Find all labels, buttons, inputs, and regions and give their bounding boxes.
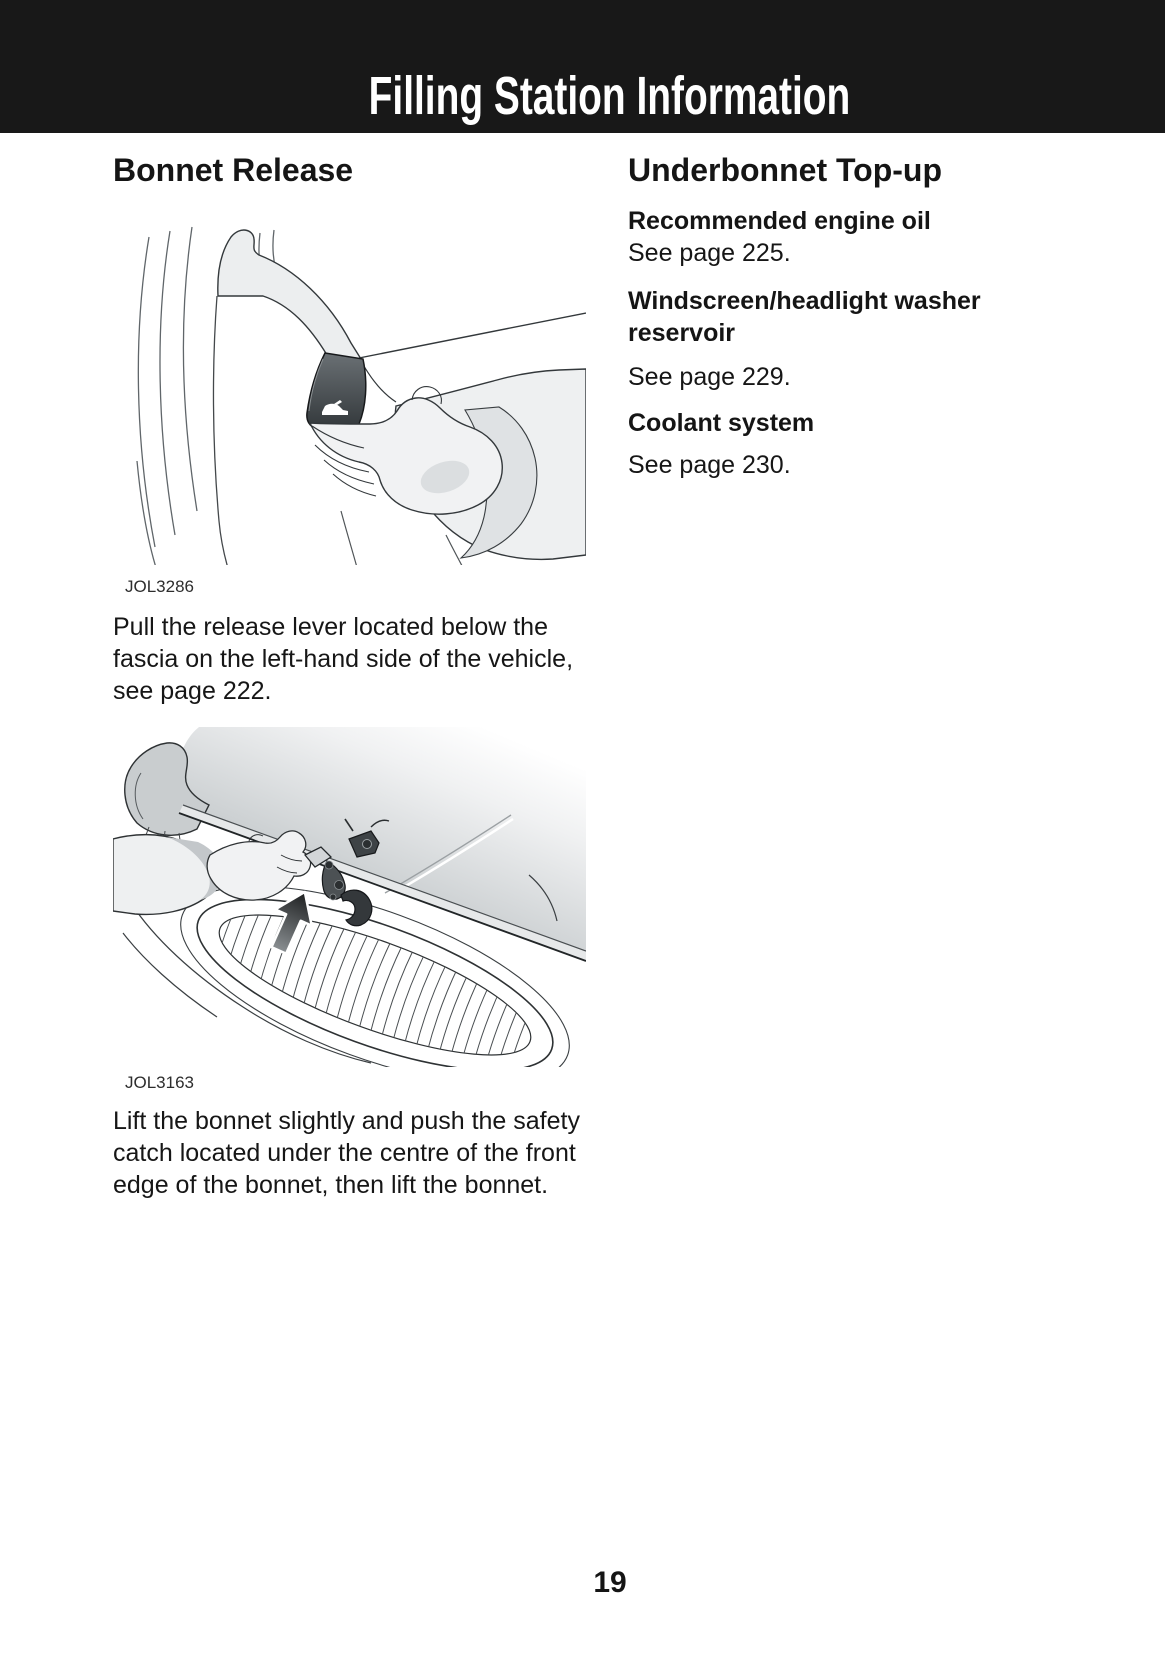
subheading-washer-reservoir: Windscreen/headlight washer reservoir xyxy=(628,287,981,347)
door-edge-line xyxy=(213,296,230,565)
see-page-engine-oil: See page 225. xyxy=(628,239,791,267)
heading-underbonnet-top-up: Underbonnet Top-up xyxy=(628,152,942,188)
figure-bonnet-release-lever xyxy=(113,203,586,597)
page-header xyxy=(0,0,1165,133)
bonnet-release-lever xyxy=(307,353,366,435)
bonnet-safety-catch-illustration xyxy=(113,727,586,1067)
heading-bonnet-release: Bonnet Release xyxy=(113,152,354,188)
paragraph-safety-catch: Lift the bonnet slightly and push the safety catch located under the centre of the front edge of the bonnet, then lift the bonnet. xyxy=(113,1107,580,1199)
page-footer xyxy=(55,1566,1165,1600)
see-page-coolant-system: See page 230. xyxy=(628,451,791,479)
paragraph-release-lever: Pull the release lever located below the fascia on the left-hand side of the vehicle, see page 222. xyxy=(113,613,574,705)
page-title: Filling Station Information xyxy=(368,66,851,126)
right-column xyxy=(628,133,1048,481)
subheading-engine-oil: Recommended engine oil xyxy=(628,207,931,235)
figure-caption: JOL3163 xyxy=(125,1073,194,1092)
see-page-washer-reservoir: See page 229. xyxy=(628,363,791,391)
figure-safety-catch xyxy=(113,727,586,1093)
fascia-panel xyxy=(218,230,361,359)
subheading-coolant-system: Coolant system xyxy=(628,409,815,437)
fascia-underside-line xyxy=(359,313,586,358)
left-column xyxy=(113,133,586,1201)
bonnet-release-lever-illustration xyxy=(113,203,586,565)
figure-caption: JOL3286 xyxy=(125,577,194,596)
page-number: 19 xyxy=(593,1566,627,1599)
